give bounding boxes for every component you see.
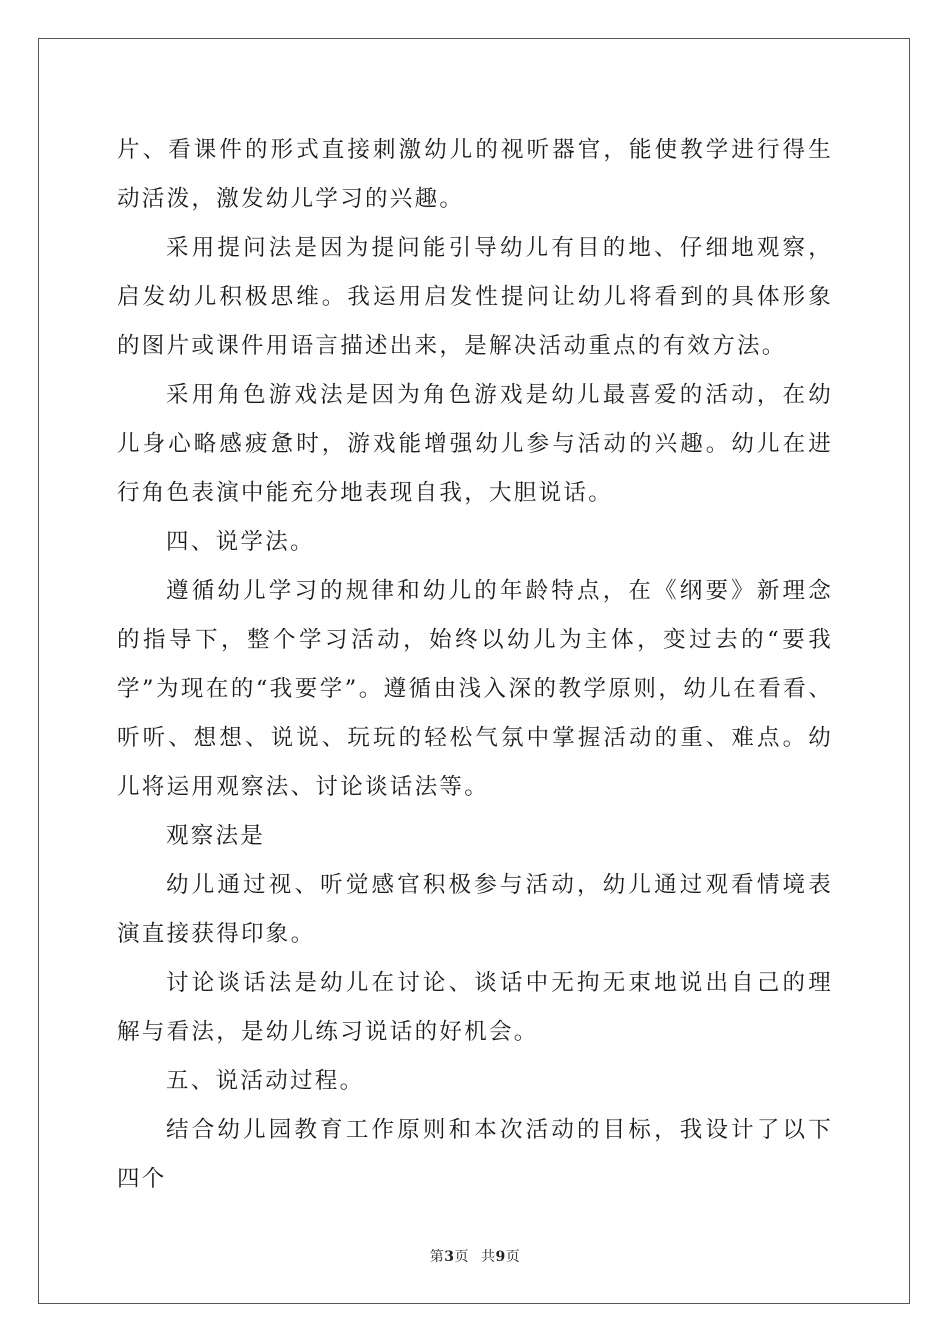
paragraph: 采用提问法是因为提问能引导幼儿有目的地、仔细地观察，启发幼儿积极思维。我运用启发性提问让幼儿将看到的具体形象的图片或课件用语言描述出来，是解决活动重点的有效方法。 — [117, 235, 833, 359]
paragraph: 采用角色游戏法是因为角色游戏是幼儿最喜爱的活动，在幼儿身心略感疲惫时，游戏能增强幼儿参与活动的兴趣。幼儿在进行角色表演中能充分地表现自我，大胆说话。 — [117, 382, 833, 506]
paragraph: 结合幼儿园教育工作原则和本次活动的目标，我设计了以下四个 — [117, 1117, 833, 1192]
paragraph: 遵循幼儿学习的规律和幼儿的年龄特点，在《纲要》新理念的指导下，整个学习活动，始终以幼儿为主体，变过去的“要我学”为现在的“我要学”。遵循由浅入深的教学原则，幼儿在看看、听听、想想、说说、玩玩的轻松气氛中掌握活动的重、难点。幼儿将运用观察法、讨论谈话法等。 — [117, 578, 833, 800]
document-body — [117, 126, 833, 1204]
total-suffix: 页 — [505, 1249, 521, 1265]
section-heading: 五、说活动过程。 — [166, 1068, 365, 1094]
paragraph: 观察法是 — [166, 823, 266, 849]
page-number: 3 — [444, 1249, 455, 1265]
section-heading: 四、说学法。 — [166, 529, 315, 555]
paragraph: 片、看课件的形式直接刺激幼儿的视听器官，能使教学进行得生动活泼，激发幼儿学习的兴趣。 — [117, 137, 833, 212]
page-prefix: 第 — [429, 1249, 445, 1265]
page-footer — [0, 1246, 950, 1266]
paragraph: 幼儿通过视、听觉感官积极参与活动，幼儿通过观看情境表演直接获得印象。 — [117, 872, 833, 947]
total-pages: 9 — [495, 1249, 506, 1265]
total-prefix: 共 — [481, 1249, 496, 1265]
page-suffix: 页 — [454, 1249, 469, 1265]
paragraph: 讨论谈话法是幼儿在讨论、谈话中无拘无束地说出自己的理解与看法，是幼儿练习说话的好机会。 — [117, 970, 833, 1045]
